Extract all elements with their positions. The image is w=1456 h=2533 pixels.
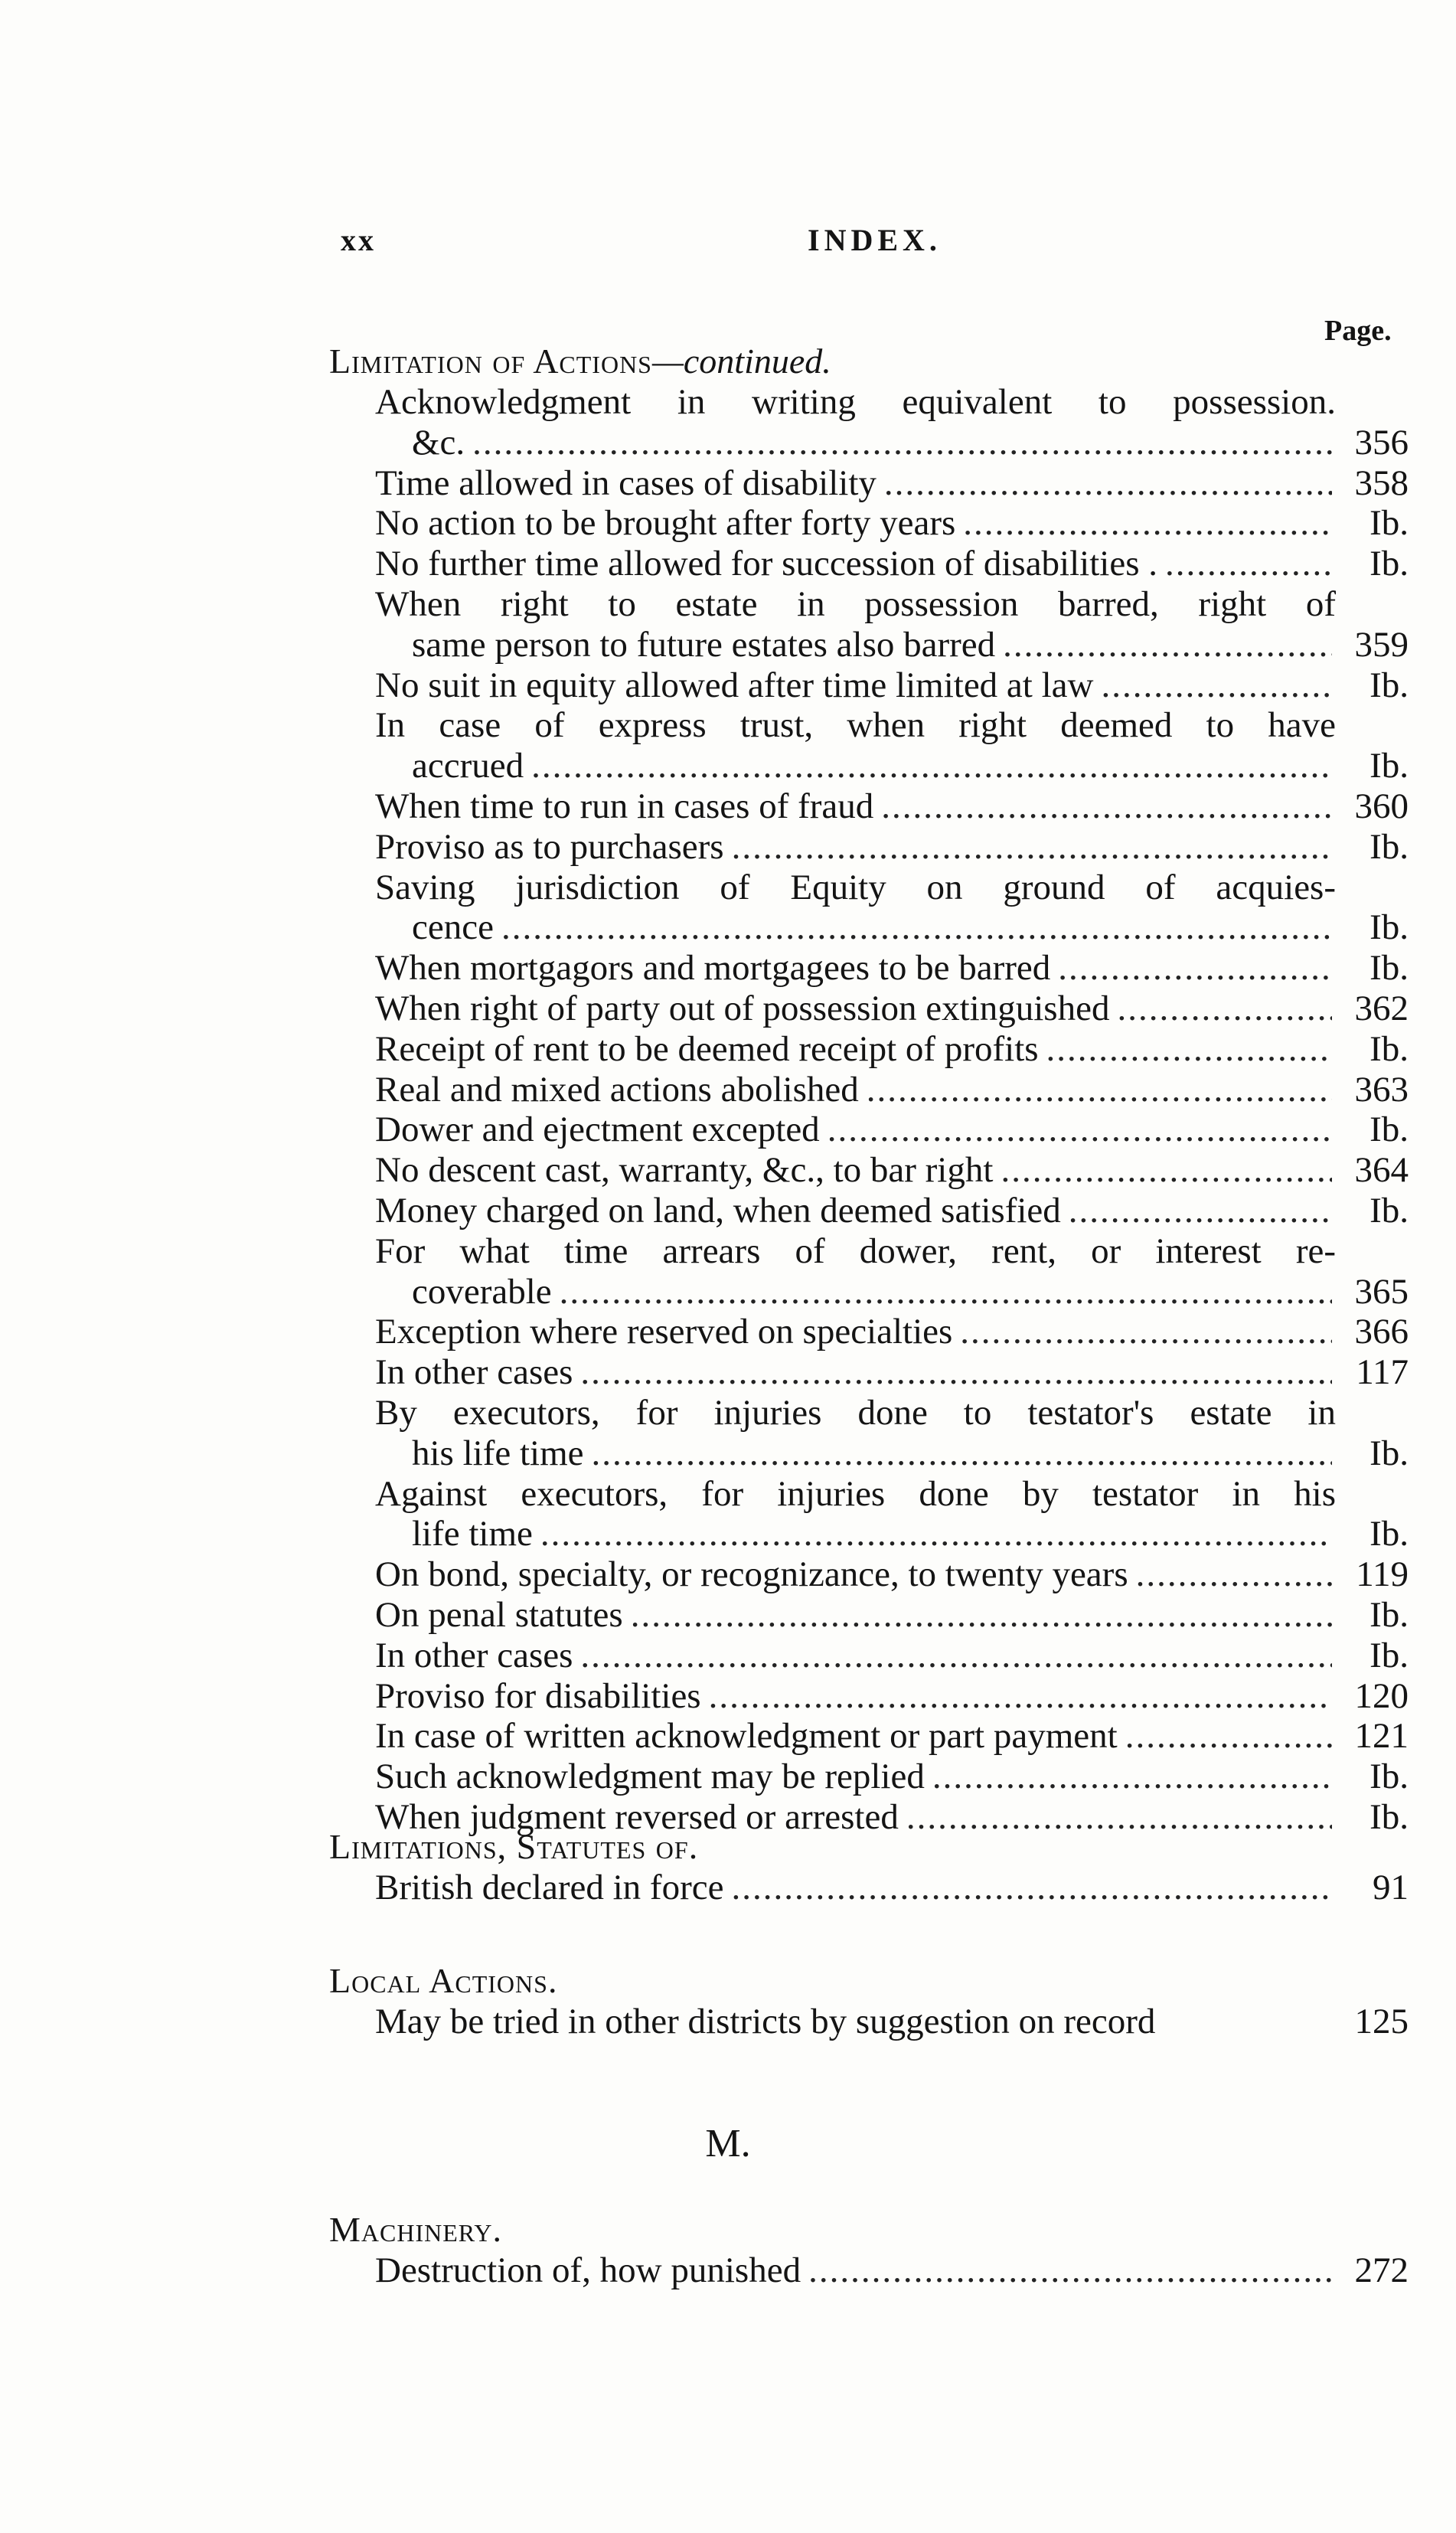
- dot-leader: [472, 423, 1332, 463]
- index-entry: [329, 1554, 1409, 1595]
- page-reference: Ib.: [1369, 1757, 1409, 1797]
- page-reference: Ib.: [1369, 948, 1409, 989]
- entry-text: &c.: [412, 422, 465, 462]
- entry-final-line: [329, 1352, 1409, 1393]
- entry-text: Money charged on land, when deemed satisfied: [375, 1190, 1061, 1231]
- entry-final-line: [329, 746, 1409, 786]
- dot-leader: [1003, 625, 1332, 665]
- index-entry: [329, 1150, 1409, 1191]
- index-entry: [329, 382, 1409, 463]
- dot-leader: [501, 907, 1332, 948]
- entry-final-line: [329, 2250, 1409, 2291]
- entry-final-line: [329, 1191, 1409, 1231]
- entry-final-line: [329, 1676, 1409, 1717]
- dot-leader: [1069, 1191, 1332, 1231]
- section-heading: Machinery.: [329, 2210, 502, 2249]
- dot-leader: [884, 463, 1332, 504]
- page-reference: 359: [1354, 624, 1409, 665]
- page-reference: Ib.: [1369, 746, 1409, 786]
- page-reference: Ib.: [1369, 826, 1409, 867]
- entry-final-line: [329, 1150, 1409, 1191]
- index-entry: [329, 544, 1409, 584]
- entry-final-line: [329, 1636, 1409, 1676]
- dot-leader: [631, 1595, 1332, 1636]
- dot-leader: [963, 503, 1332, 544]
- entry-text: Receipt of rent to be deemed receipt of profits: [375, 1028, 1039, 1069]
- entry-text: When judgment reversed or arrested: [375, 1796, 899, 1837]
- index-entry: [329, 948, 1409, 989]
- page-reference: 121: [1354, 1716, 1409, 1757]
- running-title: INDEX.: [808, 223, 942, 257]
- entry-text: No descent cast, warranty, &c., to bar right: [375, 1150, 994, 1191]
- index-entry: [329, 2250, 1409, 2291]
- dot-leader: [1001, 1150, 1332, 1191]
- entry-text: Proviso for disabilities: [375, 1675, 701, 1716]
- index-entry: [329, 1352, 1409, 1393]
- dot-leader: [1165, 544, 1332, 584]
- page-reference: 117: [1356, 1352, 1409, 1393]
- entry-final-line: [329, 1312, 1409, 1352]
- page-reference: 358: [1354, 462, 1409, 503]
- entry-final-line: [329, 1070, 1409, 1110]
- entry-text: Exception where reserved on specialties: [375, 1312, 953, 1352]
- index-entry: [329, 1029, 1409, 1070]
- entry-first-line: For what time arrears of dower, rent, or interest re-: [375, 1231, 1336, 1271]
- entry-final-line: [329, 1433, 1409, 1474]
- entry-text: Real and mixed actions abolished: [375, 1069, 859, 1110]
- entry-text: When time to run in cases of fraud: [375, 786, 874, 826]
- entry-text: Dower and ejectment excepted: [375, 1110, 820, 1150]
- section-heading: [329, 341, 1409, 382]
- index-entry: [329, 665, 1409, 706]
- dot-leader: [560, 1272, 1332, 1312]
- page-reference: 272: [1354, 2250, 1409, 2290]
- dot-leader: [881, 786, 1332, 827]
- section-local-actions: [329, 1960, 1409, 2042]
- dot-leader: [828, 1110, 1332, 1150]
- page-reference: 91: [1373, 1868, 1409, 1907]
- dot-leader: [1136, 1554, 1332, 1595]
- entry-final-line: [329, 1029, 1409, 1070]
- entry-final-line: [329, 463, 1409, 504]
- page-reference: Ib.: [1369, 1796, 1409, 1837]
- dot-leader: [732, 827, 1332, 868]
- entry-final-line: [329, 1272, 1409, 1312]
- page-reference: Ib.: [1369, 907, 1409, 948]
- entry-final-line: [329, 1757, 1409, 1797]
- entry-final-line: [329, 544, 1409, 584]
- index-entry: [329, 1393, 1409, 1474]
- page-reference: 364: [1354, 1150, 1409, 1191]
- section-limitations-statutes-of: [329, 1826, 1409, 1908]
- entry-text: On penal statutes: [375, 1594, 623, 1635]
- index-entry: [329, 1110, 1409, 1150]
- dot-leader: [1046, 1029, 1332, 1070]
- dot-leader: [1117, 989, 1332, 1029]
- entry-text: No action to be brought after forty years: [375, 503, 956, 544]
- entry-text: cence: [412, 907, 494, 948]
- dot-leader: [808, 2250, 1332, 2291]
- index-entry: [329, 1474, 1409, 1555]
- index-entry: [329, 786, 1409, 827]
- entry-final-line: [329, 1554, 1409, 1595]
- dot-leader: [580, 1636, 1332, 1676]
- entry-first-line: Saving jurisdiction of Equity on ground of acquies-: [375, 867, 1336, 907]
- entry-text: No suit in equity allowed after time limited at law: [375, 665, 1094, 705]
- entry-final-line: [329, 827, 1409, 868]
- entry-final-line: [329, 907, 1409, 948]
- entry-final-line: [329, 665, 1409, 706]
- entry-text: Proviso as to purchasers: [375, 826, 724, 867]
- page-reference: Ib.: [1369, 1635, 1409, 1675]
- index-entry: [329, 1636, 1409, 1676]
- index-entry: [329, 584, 1409, 665]
- letter-divider: M.: [705, 2122, 751, 2165]
- entry-text: Such acknowledgment may be replied: [375, 1757, 925, 1797]
- page-reference: Ib.: [1369, 665, 1409, 705]
- section-heading: Local Actions.: [329, 1961, 558, 2000]
- entry-final-line: [329, 2002, 1409, 2042]
- entry-text: When mortgagors and mortgagees to be barred: [375, 948, 1051, 989]
- entry-text: When right of party out of possession extinguished: [375, 988, 1110, 1028]
- dot-leader: [1058, 948, 1332, 989]
- dot-leader: [709, 1676, 1332, 1717]
- entry-final-line: [329, 786, 1409, 827]
- page-reference: Ib.: [1369, 1110, 1409, 1150]
- dot-leader: [932, 1757, 1332, 1797]
- entry-final-line: [329, 1595, 1409, 1636]
- section-heading: Limitations, Statutes of.: [329, 1827, 699, 1866]
- page-reference: Ib.: [1369, 1514, 1409, 1554]
- entry-text: On bond, specialty, or recognizance, to twenty years: [375, 1554, 1128, 1595]
- dot-leader: [960, 1312, 1332, 1352]
- dot-leader: [540, 1514, 1332, 1554]
- index-entry: [329, 2002, 1409, 2042]
- entry-text: Time allowed in cases of disability: [375, 462, 877, 503]
- heading-continued: —continued.: [651, 342, 831, 381]
- entry-final-line: [329, 503, 1409, 544]
- page-reference: Ib.: [1369, 503, 1409, 544]
- page-reference: 366: [1354, 1312, 1409, 1352]
- entry-text: In other cases: [375, 1635, 573, 1675]
- heading-text: Limitation of Actions: [329, 342, 652, 381]
- entry-text: same person to future estates also barred: [412, 624, 996, 665]
- entry-text: coverable: [412, 1271, 552, 1312]
- page-reference: Ib.: [1369, 1433, 1409, 1473]
- entry-first-line: In case of express trust, when right deemed to have: [375, 705, 1336, 746]
- dot-leader: [580, 1352, 1332, 1393]
- page-reference: Ib.: [1369, 1028, 1409, 1069]
- entry-final-line: [329, 989, 1409, 1029]
- entry-final-line: [329, 423, 1409, 463]
- page-number: xx: [341, 223, 376, 257]
- page-column-label: Page.: [1324, 315, 1392, 347]
- index-entry: [329, 1716, 1409, 1757]
- entry-first-line: Acknowledgment in writing equivalent to possession.: [375, 382, 1336, 422]
- entry-text: his life time: [412, 1433, 584, 1473]
- dot-leader: [1101, 665, 1332, 706]
- entry-list: [329, 2002, 1409, 2042]
- section-machinery: [329, 2209, 1409, 2291]
- entry-final-line: [329, 1110, 1409, 1150]
- entry-final-line: [329, 625, 1409, 665]
- entry-final-line: [329, 948, 1409, 989]
- index-entry: [329, 463, 1409, 504]
- entry-list: [329, 382, 1409, 1838]
- page-reference: 120: [1354, 1675, 1409, 1716]
- index-entry: [329, 1868, 1409, 1908]
- entry-text: Destruction of, how punished: [375, 2250, 801, 2290]
- index-entry: [329, 1757, 1409, 1797]
- index-entry: [329, 705, 1409, 786]
- entry-text: In other cases: [375, 1352, 573, 1393]
- page-reference: 119: [1356, 1554, 1409, 1595]
- page-reference: Ib.: [1369, 544, 1409, 584]
- entry-text: In case of written acknowledgment or part payment: [375, 1716, 1118, 1757]
- dot-leader: [867, 1070, 1332, 1110]
- index-entry: [329, 1070, 1409, 1110]
- entry-final-line: [329, 1868, 1409, 1908]
- index-entry: [329, 1191, 1409, 1231]
- section-limitation-of-actions: [329, 341, 1409, 1838]
- entry-final-line: [329, 1514, 1409, 1554]
- dot-leader: [731, 1868, 1332, 1908]
- entry-text: life time: [412, 1514, 533, 1554]
- page-reference: 363: [1354, 1069, 1409, 1110]
- index-entry: [329, 868, 1409, 949]
- index-entry: [329, 503, 1409, 544]
- entry-text: No further time allowed for succession of disabilities .: [375, 544, 1157, 584]
- dot-leader: [1125, 1716, 1332, 1757]
- index-entry: [329, 1676, 1409, 1717]
- page-reference: 365: [1354, 1271, 1409, 1312]
- dot-leader: [592, 1433, 1332, 1474]
- page-reference: Ib.: [1369, 1190, 1409, 1231]
- dot-leader: [531, 746, 1332, 786]
- entry-final-line: [329, 1716, 1409, 1757]
- index-entry: [329, 827, 1409, 868]
- entry-text: accrued: [412, 746, 524, 786]
- entry-first-line: When right to estate in possession barred, right of: [375, 583, 1336, 624]
- entry-text: British declared in force: [375, 1868, 724, 1907]
- page-reference: 360: [1354, 786, 1409, 826]
- entry-first-line: By executors, for injuries done to testator's estate in: [375, 1392, 1336, 1433]
- index-entry: [329, 1595, 1409, 1636]
- entry-list: [329, 1868, 1409, 1908]
- index-entry: [329, 1231, 1409, 1312]
- running-head: [341, 222, 968, 268]
- page-reference: 362: [1354, 988, 1409, 1028]
- page-reference: Ib.: [1369, 1594, 1409, 1635]
- index-entry: [329, 1312, 1409, 1352]
- page-reference: 125: [1354, 2002, 1409, 2041]
- entry-first-line: Against executors, for injuries done by testator in his: [375, 1473, 1336, 1514]
- entry-list: [329, 2250, 1409, 2291]
- index-entry: [329, 989, 1409, 1029]
- page-reference: 356: [1354, 422, 1409, 462]
- entry-text: May be tried in other districts by suggestion on record: [375, 2002, 1156, 2041]
